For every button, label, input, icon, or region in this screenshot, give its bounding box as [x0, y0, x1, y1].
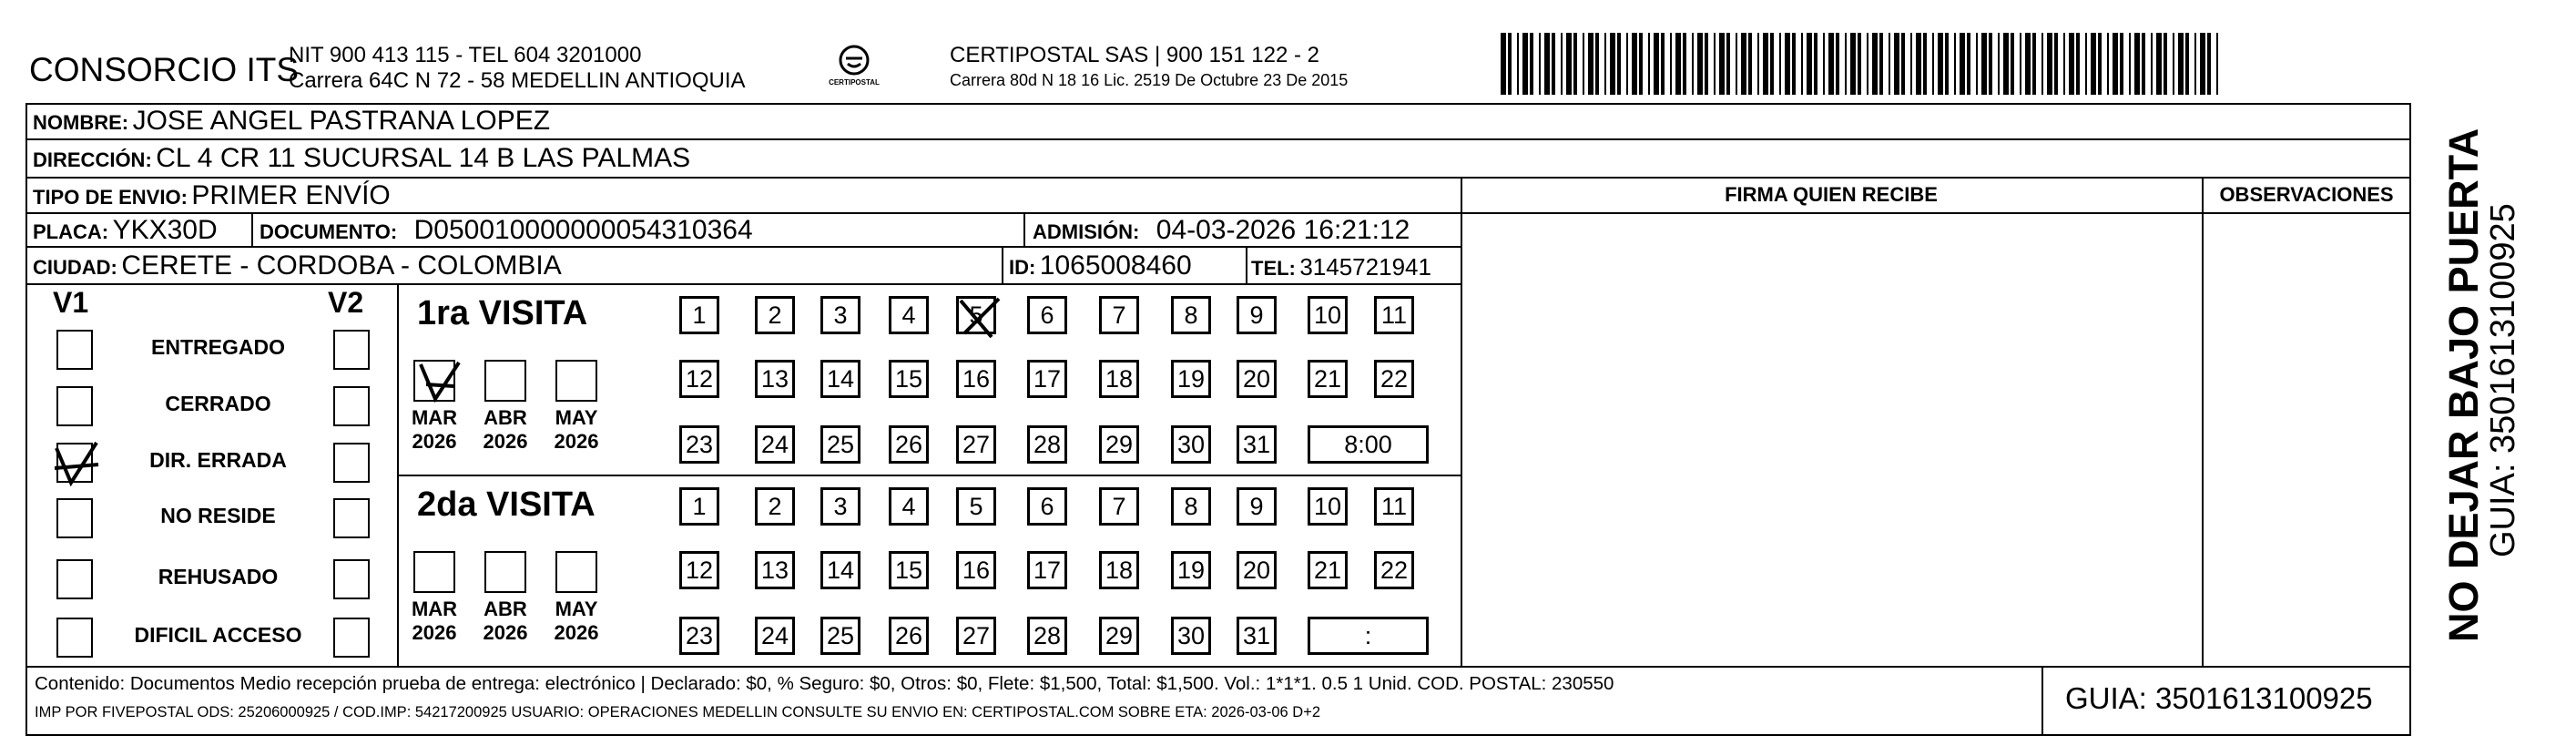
barcode-bar	[1566, 33, 1572, 95]
barcode-bar	[2098, 33, 2102, 95]
day-box[interactable]: 20	[1237, 360, 1277, 398]
day-box[interactable]: 5	[956, 487, 996, 526]
barcode-bar	[2178, 33, 2184, 95]
v1-checkbox[interactable]	[56, 498, 93, 538]
barcode-bar	[1960, 33, 1965, 95]
day-box[interactable]: 7	[1099, 487, 1139, 526]
observations-area[interactable]	[2204, 214, 2409, 666]
barcode-bar	[1976, 33, 1978, 95]
tel-value: 3145721941	[1299, 253, 1431, 281]
v1-checkbox[interactable]	[56, 386, 93, 426]
month-label: ABR	[484, 598, 527, 620]
admision-label: ADMISIÓN:	[1033, 220, 1140, 243]
time-box[interactable]: 8:00	[1308, 425, 1429, 464]
id-value: 1065008460	[1039, 250, 1192, 281]
logo-caption: CERTIPOSTAL	[829, 78, 880, 87]
day-box[interactable]: 1	[679, 487, 719, 526]
day-box[interactable]: 30	[1171, 425, 1211, 464]
barcode-bar	[2054, 33, 2058, 95]
barcode-bar	[1814, 33, 1817, 95]
barcode-bar	[2085, 33, 2087, 95]
month-label: MAY	[555, 406, 598, 429]
day-box[interactable]: 6	[1027, 487, 1067, 526]
day-box[interactable]: 18	[1099, 551, 1139, 589]
barcode-bar	[1530, 33, 1533, 95]
month-year: 2026	[412, 621, 457, 644]
barcode-bar	[1617, 33, 1621, 95]
status-label: DIFICIL ACCESO	[134, 623, 302, 647]
month-checkbox[interactable]	[484, 360, 526, 402]
barcode-bar	[1517, 33, 1519, 95]
footer-contents: Contenido: Documentos Medio recepción prueba de entrega: electrónico | Declarado: $0, % Seguro: $0, Otros: $0, Flete: $1,500, Total: $1,500. Vol.: 1*1*1. 0.5 1 Unid. COD. POSTAL: 230550	[35, 673, 1614, 694]
barcode-bar	[1692, 33, 1694, 95]
barcode-bar	[1757, 33, 1759, 95]
day-box[interactable]: 8	[1171, 487, 1211, 526]
month-checkbox[interactable]	[413, 360, 455, 402]
barcode-bar	[1501, 33, 1506, 95]
barcode-bar	[2120, 33, 2123, 95]
barcode-bar	[2069, 33, 2074, 95]
month-label: MAR	[411, 598, 458, 620]
day-box[interactable]: 14	[820, 551, 860, 589]
barcode-bar	[2173, 33, 2174, 95]
barcode-bar	[1508, 33, 1512, 95]
day-box[interactable]: 17	[1027, 551, 1067, 589]
barcode-bar	[1872, 33, 1878, 95]
footer-print-info: IMP POR FIVEPOSTAL ODS: 25206000925 / COD.IMP: 54217200925 USUARIO: OPERACIONES MEDELLIN CONSULTE SU ENVIO EN: CERTIPOSTAL.COM SOBRE ETA: 2026-03-06 D+2	[35, 704, 1321, 720]
barcode-bar	[1697, 33, 1703, 95]
month-year: 2026	[554, 430, 599, 453]
barcode-bar	[1726, 33, 1730, 95]
barcode-bar	[1741, 33, 1746, 95]
barcode-bar	[2020, 33, 2021, 95]
month-checkbox[interactable]	[555, 360, 597, 402]
v2-checkbox[interactable]	[333, 330, 370, 370]
barcode-bar	[2003, 33, 2009, 95]
barcode-bar	[2194, 33, 2196, 95]
status-label: CERRADO	[165, 392, 271, 415]
day-box[interactable]: 27	[956, 425, 996, 464]
signature-area[interactable]	[1462, 214, 2202, 666]
barcode-bar	[2142, 33, 2145, 95]
barcode-bar	[2129, 33, 2131, 95]
admision-value: 04-03-2026 16:21:12	[1156, 215, 1410, 245]
day-box[interactable]: 27	[956, 617, 996, 655]
month-checkbox[interactable]	[413, 551, 455, 593]
day-box[interactable]: 2	[755, 487, 795, 526]
barcode-bar	[1858, 33, 1861, 95]
day-box[interactable]: 5	[956, 296, 996, 334]
status-label: ENTREGADO	[151, 335, 285, 359]
month-year: 2026	[483, 430, 528, 453]
month-year: 2026	[412, 430, 457, 453]
barcode-bar	[1807, 33, 1812, 95]
observaciones-header: OBSERVACIONES	[2219, 183, 2394, 206]
status-label: REHUSADO	[158, 565, 279, 588]
barcode-bar	[1779, 33, 1781, 95]
v1-checkbox[interactable]	[56, 330, 93, 370]
month-label: MAY	[555, 598, 598, 620]
documento-value: D050010000000054310364	[413, 215, 753, 245]
v1-checkbox[interactable]	[56, 443, 93, 483]
barcode-bar	[1932, 33, 1934, 95]
v1-checkbox[interactable]	[56, 618, 93, 658]
barcode-bar	[1583, 33, 1584, 95]
barcode-bar	[2207, 33, 2211, 95]
ciudad-label: CIUDAD:	[33, 256, 117, 279]
barcode-bar	[1705, 33, 1708, 95]
barcode-bar	[1675, 33, 1681, 95]
day-box[interactable]: 31	[1237, 425, 1277, 464]
company-nit-tel: NIT 900 413 115 - TEL 604 3201000	[289, 43, 642, 67]
barcode-bar	[1981, 33, 1987, 95]
day-box[interactable]: 15	[889, 360, 929, 398]
v2-checkbox[interactable]	[333, 559, 370, 599]
time-box[interactable]: :	[1308, 617, 1429, 655]
day-box[interactable]: 24	[755, 617, 795, 655]
direccion-label: DIRECCIÓN:	[33, 148, 152, 171]
day-box[interactable]: 19	[1171, 360, 1211, 398]
side-notice: NO DEJAR BAJO PUERTA	[2440, 128, 2487, 642]
barcode-bar	[1954, 33, 1956, 95]
month-label: ABR	[484, 406, 527, 429]
v2-checkbox[interactable]	[333, 386, 370, 426]
company-name: CONSORCIO ITS	[29, 51, 300, 88]
v2-checkbox[interactable]	[333, 498, 370, 538]
visit-title: 2da VISITA	[417, 485, 596, 524]
status-label: NO RESIDE	[160, 504, 276, 527]
day-box[interactable]: 7	[1099, 296, 1139, 334]
barcode-bar	[2156, 33, 2162, 95]
company-address: Carrera 64C N 72 - 58 MEDELLIN ANTIOQUIA	[289, 68, 746, 93]
barcode-bar	[2041, 33, 2043, 95]
v2-label: V2	[328, 286, 364, 319]
certipostal-logo	[824, 42, 884, 95]
barcode-bar	[1916, 33, 1921, 95]
barcode-bar	[2151, 33, 2153, 95]
placa-label: PLACA:	[33, 220, 109, 243]
barcode-bar	[2216, 33, 2218, 95]
day-box[interactable]: 13	[755, 360, 795, 398]
day-box[interactable]: 21	[1308, 551, 1348, 589]
barcode	[1501, 33, 2222, 95]
barcode-bar	[2063, 33, 2065, 95]
barcode-bar	[1573, 33, 1577, 95]
day-box[interactable]: 26	[889, 425, 929, 464]
month-checkbox[interactable]	[484, 551, 526, 593]
day-box[interactable]: 25	[820, 617, 860, 655]
id-label: ID:	[1009, 256, 1036, 279]
day-box[interactable]: 3	[820, 296, 860, 334]
barcode-bar	[1910, 33, 1912, 95]
v1-label: V1	[53, 286, 89, 319]
barcode-bar	[1770, 33, 1774, 95]
tel-row	[1251, 253, 1431, 281]
barcode-bar	[1828, 33, 1834, 95]
nombre-label: NOMBRE:	[33, 111, 129, 134]
barcode-bar	[1588, 33, 1593, 95]
barcode-bar	[2047, 33, 2052, 95]
month-year: 2026	[554, 621, 599, 644]
day-box[interactable]: 19	[1171, 551, 1211, 589]
documento-label: DOCUMENTO:	[260, 220, 398, 243]
day-box[interactable]: 18	[1099, 360, 1139, 398]
day-box[interactable]: 13	[755, 551, 795, 589]
barcode-bar	[1889, 33, 1890, 95]
direccion-value: CL 4 CR 11 SUCURSAL 14 B LAS PALMAS	[156, 143, 691, 173]
day-box[interactable]: 6	[1027, 296, 1067, 334]
barcode-bar	[2076, 33, 2080, 95]
barcode-bar	[1639, 33, 1643, 95]
barcode-bar	[1792, 33, 1796, 95]
day-box[interactable]: 23	[679, 425, 719, 464]
carrier-address: Carrera 80d N 18 16 Lic. 2519 De Octubre 23 De 2015	[950, 71, 1349, 89]
day-box[interactable]: 29	[1099, 425, 1139, 464]
v1-checkbox[interactable]	[56, 559, 93, 599]
nombre-row	[33, 106, 550, 137]
day-box[interactable]: 25	[820, 425, 860, 464]
barcode-bar	[2011, 33, 2014, 95]
day-box[interactable]: 23	[679, 617, 719, 655]
tipo-value: PRIMER ENVÍO	[191, 180, 391, 210]
day-box[interactable]: 15	[889, 551, 929, 589]
barcode-bar	[1845, 33, 1847, 95]
barcode-bar	[1632, 33, 1637, 95]
v2-checkbox[interactable]	[333, 618, 370, 658]
barcode-bar	[1923, 33, 1927, 95]
barcode-bar	[1850, 33, 1856, 95]
barcode-bar	[1648, 33, 1650, 95]
visit-title: 1ra VISITA	[417, 294, 588, 332]
firma-header: FIRMA QUIEN RECIBE	[1725, 183, 1938, 206]
day-box[interactable]: 4	[889, 487, 929, 526]
day-box[interactable]: 16	[956, 360, 996, 398]
day-box[interactable]: 20	[1237, 551, 1277, 589]
barcode-bar	[1714, 33, 1716, 95]
barcode-bar	[2134, 33, 2140, 95]
barcode-bar	[1626, 33, 1628, 95]
day-box[interactable]: 21	[1308, 360, 1348, 398]
side-guia: GUIA: 3501613100925	[2484, 203, 2522, 557]
day-box[interactable]: 11	[1374, 487, 1414, 526]
day-box[interactable]: 2	[755, 296, 795, 334]
carrier-name: CERTIPOSTAL SAS | 900 151 122 - 2	[950, 43, 1319, 67]
day-box[interactable]: 4	[889, 296, 929, 334]
barcode-bar	[1989, 33, 1992, 95]
day-box[interactable]: 10	[1308, 487, 1348, 526]
barcode-bar	[1867, 33, 1868, 95]
barcode-bar	[1719, 33, 1725, 95]
ciudad-value: CERETE - CORDOBA - COLOMBIA	[121, 250, 562, 281]
barcode-bar	[1683, 33, 1686, 95]
day-box[interactable]: 24	[755, 425, 795, 464]
day-box[interactable]: 10	[1308, 296, 1348, 334]
day-box[interactable]: 3	[820, 487, 860, 526]
day-box[interactable]: 8	[1171, 296, 1211, 334]
nombre-value: JOSE ANGEL PASTRANA LOPEZ	[132, 106, 551, 136]
barcode-bar	[1894, 33, 1899, 95]
placa-value: YKX30D	[112, 215, 218, 245]
barcode-bar	[1522, 33, 1528, 95]
day-box[interactable]: 9	[1237, 296, 1277, 334]
barcode-bar	[2025, 33, 2031, 95]
day-box[interactable]: 28	[1027, 617, 1067, 655]
day-box[interactable]: 30	[1171, 617, 1211, 655]
documento-row	[260, 215, 753, 246]
barcode-bar	[2091, 33, 2096, 95]
barcode-bar	[2185, 33, 2189, 95]
day-box[interactable]: 1	[679, 296, 719, 334]
month-year: 2026	[483, 621, 528, 644]
tipo-label: TIPO DE ENVIO:	[33, 186, 188, 209]
barcode-bar	[1785, 33, 1790, 95]
barcode-bar	[1544, 33, 1550, 95]
day-box[interactable]: 29	[1099, 617, 1139, 655]
day-box[interactable]: 11	[1374, 296, 1414, 334]
tel-label: TEL:	[1251, 257, 1296, 280]
barcode-bar	[1736, 33, 1737, 95]
barcode-bar	[2113, 33, 2118, 95]
day-box[interactable]: 9	[1237, 487, 1277, 526]
day-box[interactable]: 26	[889, 617, 929, 655]
day-box[interactable]: 17	[1027, 360, 1067, 398]
barcode-bar	[1748, 33, 1752, 95]
barcode-bar	[1610, 33, 1615, 95]
barcode-bar	[2200, 33, 2205, 95]
barcode-bar	[1595, 33, 1599, 95]
barcode-bar	[1561, 33, 1563, 95]
footer-guia: GUIA: 3501613100925	[2065, 681, 2373, 715]
day-box[interactable]: 14	[820, 360, 860, 398]
barcode-bar	[1654, 33, 1659, 95]
day-box[interactable]: 28	[1027, 425, 1067, 464]
barcode-bar	[1661, 33, 1665, 95]
barcode-bar	[1938, 33, 1943, 95]
barcode-bar	[2164, 33, 2167, 95]
barcode-bar	[1552, 33, 1555, 95]
status-label: DIR. ERRADA	[149, 448, 287, 472]
day-box[interactable]: 31	[1237, 617, 1277, 655]
barcode-bar	[1763, 33, 1768, 95]
day-box[interactable]: 22	[1374, 360, 1414, 398]
barcode-bar	[1670, 33, 1672, 95]
ciudad-row	[33, 250, 562, 281]
month-label: MAR	[411, 406, 458, 429]
barcode-bar	[1823, 33, 1825, 95]
day-box[interactable]: 16	[956, 551, 996, 589]
admision-row	[1033, 215, 1410, 246]
barcode-bar	[1604, 33, 1606, 95]
day-box[interactable]: 12	[679, 360, 719, 398]
barcode-bar	[2032, 33, 2036, 95]
day-box[interactable]: 12	[679, 551, 719, 589]
month-checkbox[interactable]	[555, 551, 597, 593]
barcode-bar	[1901, 33, 1905, 95]
barcode-bar	[1836, 33, 1839, 95]
id-row	[1009, 250, 1192, 281]
tipo-row	[33, 180, 391, 211]
v2-checkbox[interactable]	[333, 443, 370, 483]
barcode-bar	[2107, 33, 2109, 95]
barcode-bar	[1879, 33, 1883, 95]
barcode-bar	[1998, 33, 2000, 95]
direccion-row	[33, 143, 690, 174]
day-box[interactable]: 22	[1374, 551, 1414, 589]
barcode-bar	[1801, 33, 1803, 95]
barcode-bar	[1539, 33, 1541, 95]
placa-row	[33, 215, 218, 246]
barcode-bar	[1967, 33, 1970, 95]
barcode-bar	[1945, 33, 1949, 95]
